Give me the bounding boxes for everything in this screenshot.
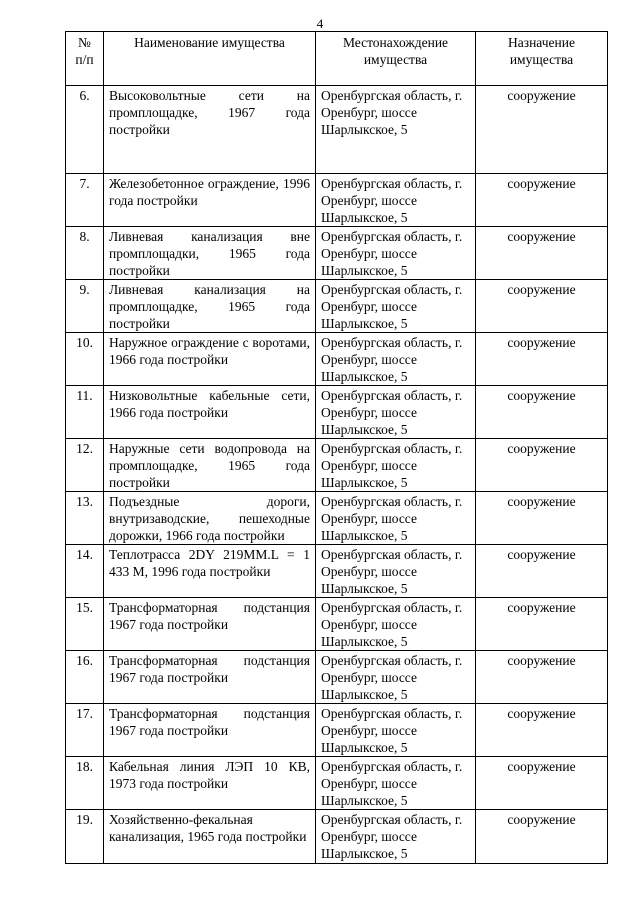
- row-number: 14.: [66, 545, 104, 598]
- property-name: Ливневая канализация на промплощадке, 1965 года постройки: [104, 280, 316, 333]
- property-purpose: сооружение: [476, 651, 608, 704]
- property-name: Железобетонное ограждение, 1996 года постройки: [104, 174, 316, 227]
- row-number: 12.: [66, 439, 104, 492]
- property-location: Оренбургская область, г. Оренбург, шоссе Шарлыкское, 5: [316, 545, 476, 598]
- table-header-row: [66, 32, 608, 86]
- row-number: 18.: [66, 757, 104, 810]
- property-location: Оренбургская область, г. Оренбург, шоссе Шарлыкское, 5: [316, 386, 476, 439]
- property-location: Оренбургская область, г. Оренбург, шоссе Шарлыкское, 5: [316, 174, 476, 227]
- table-row: [66, 492, 608, 545]
- property-purpose: сооружение: [476, 174, 608, 227]
- property-purpose: сооружение: [476, 598, 608, 651]
- row-number: 8.: [66, 227, 104, 280]
- property-name: Низковольтные кабельные сети, 1966 года постройки: [104, 386, 316, 439]
- property-purpose: сооружение: [476, 439, 608, 492]
- table-row: [66, 651, 608, 704]
- property-purpose: сооружение: [476, 86, 608, 174]
- property-table: [65, 31, 608, 864]
- table-row: [66, 757, 608, 810]
- row-number: 13.: [66, 492, 104, 545]
- header-name: Наименование имущества: [104, 32, 316, 86]
- header-location: Местонахождение имущества: [316, 32, 476, 86]
- property-purpose: сооружение: [476, 810, 608, 864]
- row-number: 19.: [66, 810, 104, 864]
- table-row: [66, 86, 608, 174]
- table-row: [66, 386, 608, 439]
- page-number: 4: [316, 16, 324, 31]
- property-location: Оренбургская область, г. Оренбург, шоссе Шарлыкское, 5: [316, 651, 476, 704]
- row-number: 9.: [66, 280, 104, 333]
- header-num: № п/п: [66, 32, 104, 86]
- property-name: Теплотрасса 2DY 219MM.L = 1 433 M, 1996 года постройки: [104, 545, 316, 598]
- property-location: Оренбургская область, г. Оренбург, шоссе Шарлыкское, 5: [316, 227, 476, 280]
- property-name: Высоковольтные сети на промплощадке, 1967 года постройки: [104, 86, 316, 174]
- property-location: Оренбургская область, г. Оренбург, шоссе Шарлыкское, 5: [316, 439, 476, 492]
- property-location: Оренбургская область, г. Оренбург, шоссе Шарлыкское, 5: [316, 492, 476, 545]
- row-number: 17.: [66, 704, 104, 757]
- property-location: Оренбургская область, г. Оренбург, шоссе Шарлыкское, 5: [316, 86, 476, 174]
- property-purpose: сооружение: [476, 227, 608, 280]
- property-purpose: сооружение: [476, 386, 608, 439]
- property-name: Ливневая канализация вне промплощадки, 1965 года постройки: [104, 227, 316, 280]
- property-purpose: сооружение: [476, 757, 608, 810]
- table-row: [66, 704, 608, 757]
- property-location: Оренбургская область, г. Оренбург, шоссе Шарлыкское, 5: [316, 704, 476, 757]
- property-purpose: сооружение: [476, 492, 608, 545]
- property-name: Наружное ограждение с воротами, 1966 года постройки: [104, 333, 316, 386]
- row-number: 16.: [66, 651, 104, 704]
- table-row: [66, 333, 608, 386]
- row-number: 6.: [66, 86, 104, 174]
- property-location: Оренбургская область, г. Оренбург, шоссе Шарлыкское, 5: [316, 810, 476, 864]
- property-name: Трансформаторная подстанция 1967 года постройки: [104, 598, 316, 651]
- row-number: 7.: [66, 174, 104, 227]
- property-purpose: сооружение: [476, 704, 608, 757]
- header-purpose: Назначение имущества: [476, 32, 608, 86]
- property-name: Подъездные дороги, внутризаводские, пешеходные дорожки, 1966 года постройки: [104, 492, 316, 545]
- property-name: Трансформаторная подстанция 1967 года постройки: [104, 651, 316, 704]
- property-purpose: сооружение: [476, 333, 608, 386]
- row-number: 15.: [66, 598, 104, 651]
- property-purpose: сооружение: [476, 280, 608, 333]
- table-row: [66, 280, 608, 333]
- table-row: [66, 598, 608, 651]
- property-name: Хозяйственно-фекальная канализация, 1965 года постройки: [104, 810, 316, 864]
- table-row: [66, 174, 608, 227]
- table-row: [66, 439, 608, 492]
- property-location: Оренбургская область, г. Оренбург, шоссе Шарлыкское, 5: [316, 757, 476, 810]
- property-name: Трансформаторная подстанция 1967 года постройки: [104, 704, 316, 757]
- table-row: [66, 227, 608, 280]
- table-row: [66, 810, 608, 864]
- row-number: 10.: [66, 333, 104, 386]
- table-row: [66, 545, 608, 598]
- property-name: Кабельная линия ЛЭП 10 КВ, 1973 года постройки: [104, 757, 316, 810]
- property-name: Наружные сети водопровода на промплощадке, 1965 года постройки: [104, 439, 316, 492]
- property-location: Оренбургская область, г. Оренбург, шоссе Шарлыкское, 5: [316, 333, 476, 386]
- property-purpose: сооружение: [476, 545, 608, 598]
- row-number: 11.: [66, 386, 104, 439]
- property-location: Оренбургская область, г. Оренбург, шоссе Шарлыкское, 5: [316, 598, 476, 651]
- property-location: Оренбургская область, г. Оренбург, шоссе Шарлыкское, 5: [316, 280, 476, 333]
